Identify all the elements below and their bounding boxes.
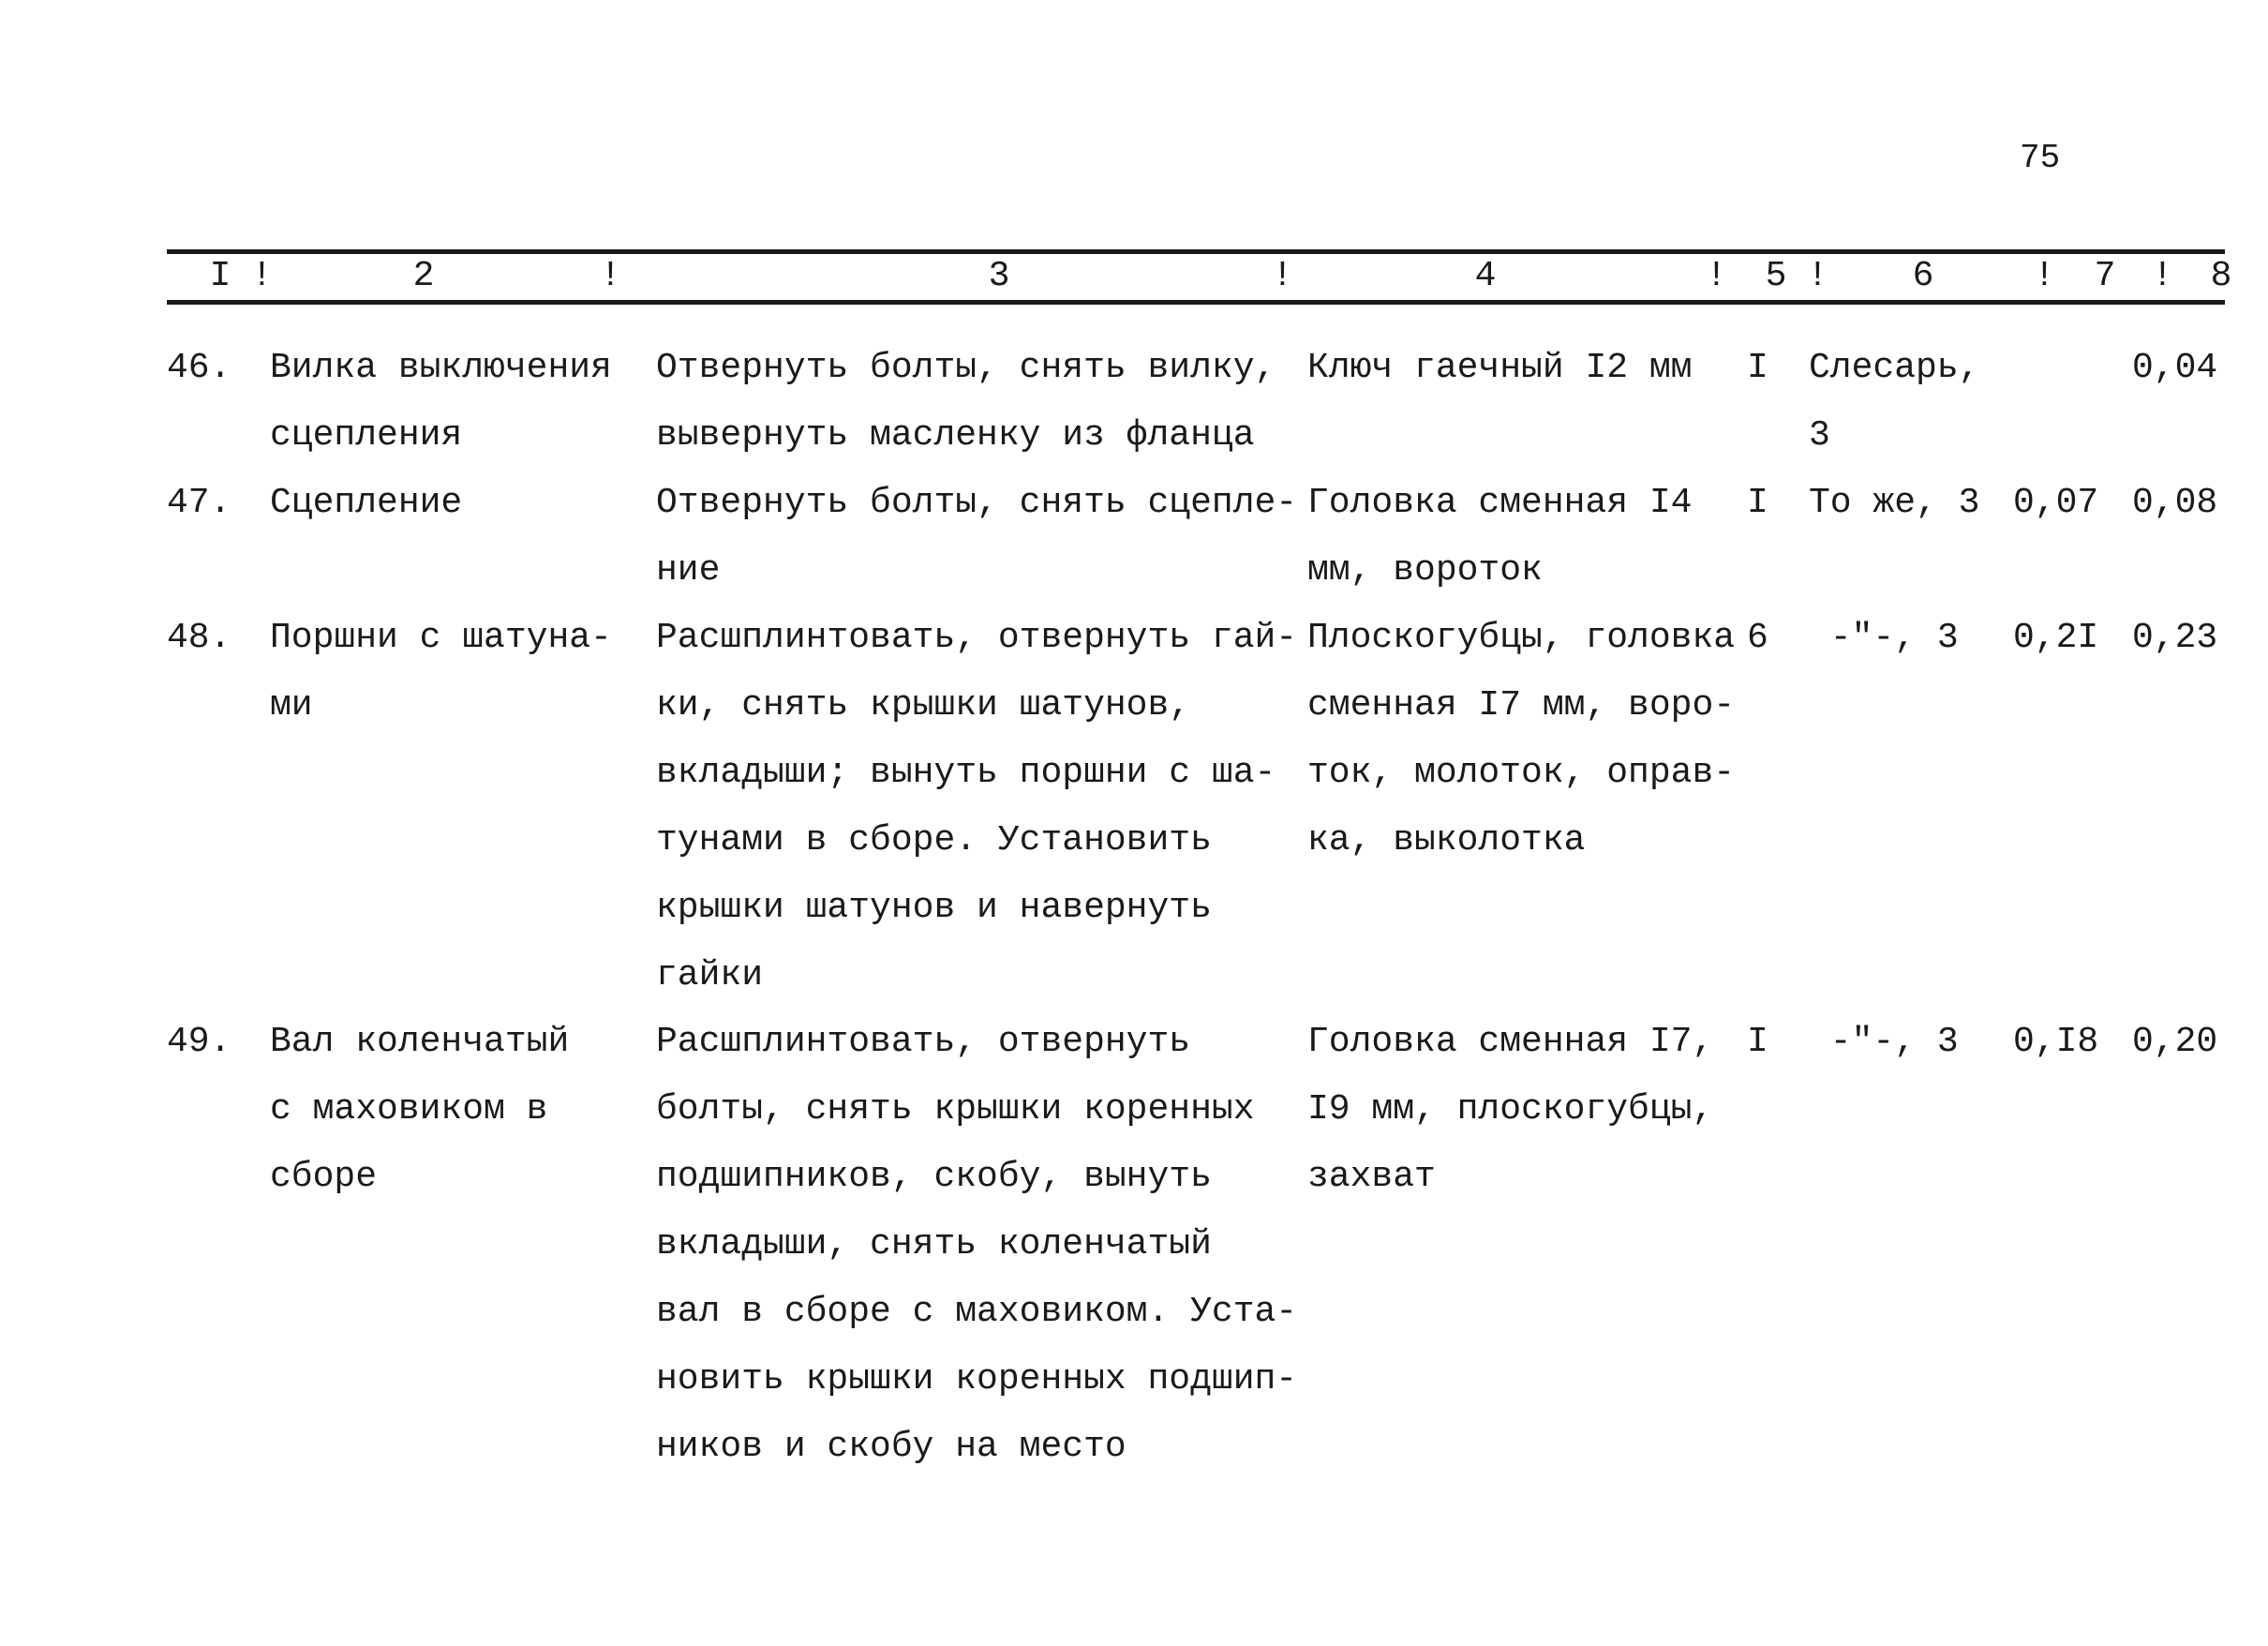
row-col8: 0,08 (2132, 483, 2218, 523)
row-number: 46. (167, 348, 231, 388)
row-col6: То же, 3 (1809, 483, 1980, 523)
row-item-name: Поршни с шатуна- ми (270, 618, 612, 726)
row-col7: 0,07 (2013, 483, 2099, 523)
row-col8: 0,04 (2132, 348, 2218, 388)
row-operation: Отвернуть болты, снять вилку, вывернуть масленку из фланца (656, 348, 1276, 456)
row-col8: 0,23 (2132, 618, 2218, 658)
row-number: 48. (167, 618, 231, 658)
row-operation: Отвернуть болты, снять сцепле- ние (656, 483, 1298, 591)
row-col6: -"-, 3 (1809, 618, 1959, 658)
column-header-7: 7 (2094, 256, 2116, 296)
row-number: 47. (167, 483, 231, 523)
row-item-name: Вилка выключения сцепления (270, 348, 612, 456)
page-number: 75 (2020, 139, 2061, 177)
column-header-5: 5 (1765, 256, 1787, 296)
column-separator: ! (2034, 256, 2055, 296)
row-item-name: Сцепление (270, 483, 463, 523)
column-header-3: 3 (988, 256, 1010, 296)
column-header-2: 2 (412, 256, 435, 296)
row-col6: Слесарь, 3 (1809, 348, 1980, 456)
row-item-name: Вал коленчатый с маховиком в сборе (270, 1022, 570, 1197)
row-col5: I (1747, 348, 1768, 388)
row-tools: Плоскогубцы, головка сменная I7 мм, воро- ток, молоток, оправ- ка, выколотка (1307, 618, 1736, 860)
row-tools: Головка сменная I4 мм, вороток (1307, 483, 1693, 591)
column-separator: ! (1706, 256, 1727, 296)
row-col5: 6 (1747, 618, 1768, 658)
column-separator: ! (1272, 256, 1293, 296)
row-col5: I (1747, 1022, 1768, 1062)
row-tools: Ключ гаечный I2 мм (1307, 348, 1693, 388)
row-col6: -"-, 3 (1809, 1022, 1959, 1062)
column-header-6: 6 (1912, 256, 1934, 296)
row-col7: 0,2I (2013, 618, 2099, 658)
row-col5: I (1747, 483, 1768, 523)
row-tools: Головка сменная I7, I9 мм, плоскогубцы, захват (1307, 1022, 1714, 1197)
header-top-rule (167, 249, 2225, 254)
column-header-1: I (209, 256, 231, 296)
row-number: 49. (167, 1022, 231, 1062)
row-operation: Расшплинтовать, отвернуть гай- ки, снять крышки шатунов, вкладыши; вынуть поршни с ша- тунами в сборе. Установить крышки шатунов и навернуть гайки (656, 618, 1298, 995)
row-col7: 0,I8 (2013, 1022, 2099, 1062)
header-bottom-rule (167, 300, 2225, 305)
row-col8: 0,20 (2132, 1022, 2218, 1062)
row-operation: Расшплинтовать, отвернуть болты, снять крышки коренных подшипников, скобу, вынуть вкладыши, снять коленчатый вал в сборе с маховиком. Уста- новить крышки коренных подшип- ников и скобу на место (656, 1022, 1298, 1467)
column-separator: ! (1807, 256, 1828, 296)
column-separator: ! (2152, 256, 2173, 296)
column-separator: ! (251, 256, 273, 296)
column-header-4: 4 (1474, 256, 1497, 296)
column-separator: ! (600, 256, 621, 296)
column-header-8: 8 (2210, 256, 2232, 296)
